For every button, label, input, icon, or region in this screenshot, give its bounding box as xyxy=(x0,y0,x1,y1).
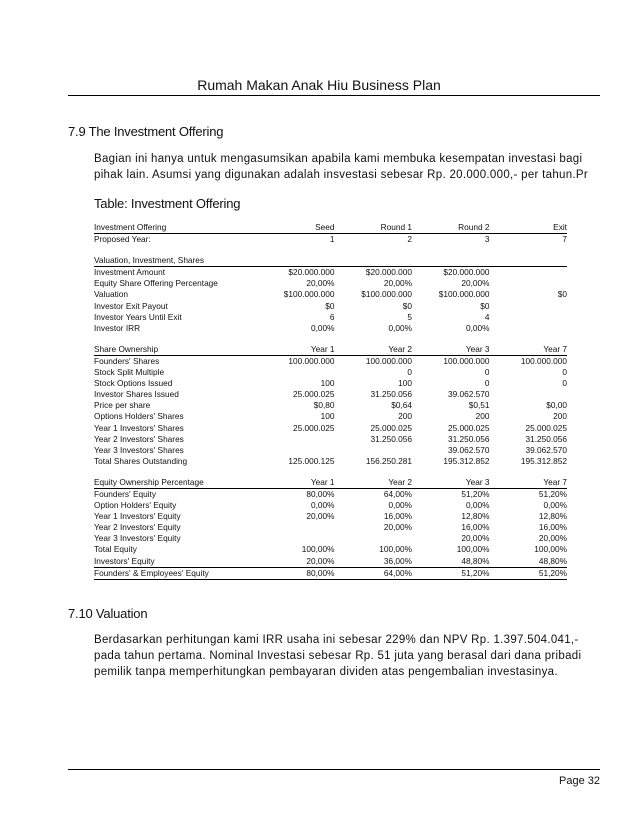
table-cell: 20,00% xyxy=(306,278,335,289)
table-cell: 156.250.281 xyxy=(365,455,412,466)
row-label: Equity Ownership Percentage xyxy=(94,477,257,489)
table-cell: 20,00% xyxy=(306,511,335,522)
table-row xyxy=(94,434,567,445)
table-cell xyxy=(490,323,568,334)
table-cell: Year 7 xyxy=(490,344,568,356)
row-label: Year 1 Investors' Equity xyxy=(94,511,181,522)
table-cell: 0,00% xyxy=(388,322,412,333)
table-cell: $100.000.000 xyxy=(438,289,490,300)
table-row xyxy=(94,567,567,579)
table-cell: 25.000.025 xyxy=(447,422,490,433)
table-cell: 0,00% xyxy=(310,500,335,511)
table-cell: 31.250.056 xyxy=(525,433,567,444)
table-cell: 100.000.000 xyxy=(443,355,490,366)
table-cell: $0 xyxy=(325,300,335,311)
table-cell: 25.000.025 xyxy=(525,422,567,433)
section-title-row xyxy=(94,255,567,267)
table-cell: 100 xyxy=(320,378,335,389)
table-title: Table: Investment Offering xyxy=(94,196,241,211)
table-cell: 20,00% xyxy=(257,556,335,568)
table-row xyxy=(94,511,567,522)
table-cell: 100,00% xyxy=(301,544,335,555)
table-cell: 0,00% xyxy=(465,322,490,333)
table-cell: $20.000.000 xyxy=(365,267,412,278)
table-row xyxy=(94,488,567,500)
table-cell: 100.000.000 xyxy=(288,355,335,366)
table-row xyxy=(94,301,567,312)
table-cell: 195.312.852 xyxy=(443,455,490,466)
table-cell: 12,80% xyxy=(461,511,490,522)
table-cell: Exit xyxy=(490,222,568,234)
table-cell: Year 2 xyxy=(335,477,413,489)
table-cell: 16,00% xyxy=(461,522,490,533)
table-cell: 20,00% xyxy=(461,278,490,289)
table-cell: $100.000.000 xyxy=(283,289,335,300)
table-row xyxy=(94,378,567,389)
table-cell: 39.062.570 xyxy=(447,444,490,455)
table-cell: 6 xyxy=(329,311,335,322)
table-cell: 100,00% xyxy=(534,544,567,555)
row-label: Stock Split Multiple xyxy=(94,367,165,378)
table-cell: 51,20% xyxy=(538,488,567,499)
table-cell: 20,00% xyxy=(461,533,490,544)
table-cell xyxy=(490,278,568,289)
table-cell: 36,00% xyxy=(335,556,413,568)
header-rule xyxy=(68,95,600,96)
table-cell: 51,20% xyxy=(412,567,490,579)
table-row xyxy=(94,289,567,300)
row-label: Options Holders' Shares xyxy=(94,411,184,422)
table-cell: 80,00% xyxy=(306,488,335,499)
table-cell: $0 xyxy=(480,300,490,311)
table-cell: 0 xyxy=(407,367,412,378)
row-label: Founders' Shares xyxy=(94,355,160,366)
table-cell: 25.000.025 xyxy=(292,389,335,400)
table-cell: 25.000.025 xyxy=(292,422,335,433)
table-cell: Year 1 xyxy=(257,477,335,489)
row-label: Investment Offering xyxy=(94,222,257,234)
table-cell: 0,00% xyxy=(388,500,412,511)
table-row xyxy=(94,400,567,411)
page-number: Page 32 xyxy=(559,775,600,787)
row-label: Year 3 Investors' Shares xyxy=(94,444,184,455)
table-cell: $20.000.000 xyxy=(288,267,335,278)
table-cell: 48,80% xyxy=(490,556,568,568)
table-cell: Seed xyxy=(257,222,335,234)
table-cell: 80,00% xyxy=(257,567,335,579)
table-cell: Year 3 xyxy=(412,477,490,489)
table-cell: 2 xyxy=(407,234,412,245)
table-cell: 12,80% xyxy=(538,511,567,522)
table-row xyxy=(94,533,567,544)
row-label: Stock Options Issued xyxy=(94,378,173,389)
table-cell: 1 xyxy=(329,234,335,245)
table-cell: 100 xyxy=(320,411,335,422)
table-cell: 125.000.125 xyxy=(288,455,335,466)
table-cell: $0 xyxy=(557,289,567,300)
table-cell: Year 7 xyxy=(490,477,568,489)
row-label: Investment Amount xyxy=(94,267,166,278)
table-cell: $0,51 xyxy=(468,400,490,411)
table-cell: 0,00% xyxy=(310,322,335,333)
table-cell: Year 1 xyxy=(257,344,335,356)
table-row xyxy=(94,278,567,289)
table-cell: $0,80 xyxy=(313,400,335,411)
table-cell xyxy=(335,533,413,544)
section-heading-investment-offering: 7.9 The Investment Offering xyxy=(68,124,224,139)
table-row xyxy=(94,500,567,511)
table-cell: 0 xyxy=(484,367,490,378)
table-cell: 195.312.852 xyxy=(520,455,567,466)
table-row xyxy=(94,544,567,555)
table-cell: Round 1 xyxy=(335,222,413,234)
table-cell: 31.250.056 xyxy=(370,389,412,400)
table-cell: 20,00% xyxy=(383,278,412,289)
document-header-title: Rumah Makan Anak Hiu Business Plan xyxy=(197,77,441,93)
footer-rule xyxy=(68,769,600,770)
table-cell xyxy=(335,445,413,456)
table-cell xyxy=(490,267,568,279)
table-cell: 16,00% xyxy=(383,511,412,522)
investment-offering-table xyxy=(94,222,567,580)
table-cell: 0 xyxy=(562,367,567,378)
row-label: Investor Years Until Exit xyxy=(94,311,182,322)
table-cell: 51,20% xyxy=(461,488,490,499)
row-label: Valuation xyxy=(94,289,128,300)
table-cell: 0,00% xyxy=(465,500,490,511)
table-cell: 5 xyxy=(407,311,412,322)
table-cell: 64,00% xyxy=(335,567,413,579)
header-row xyxy=(94,222,567,234)
table-cell: 31.250.056 xyxy=(447,433,490,444)
table-row xyxy=(94,312,567,323)
table-cell: 64,00% xyxy=(383,488,412,499)
investment-offering-paragraph: Bagian ini hanya untuk mengasumsikan apabila kami membuka kesempatan investasi bagi pihak lain. Asumsi yang digunakan adalah insvestasi sebesar Rp. 20.000.000,- per tahun.Pr xyxy=(94,153,589,181)
table-cell: Year 3 xyxy=(412,344,490,356)
table-cell: $0,00 xyxy=(546,400,567,411)
table-cell: 100 xyxy=(398,378,412,389)
table-cell: 39.062.570 xyxy=(525,444,567,455)
table-cell: 100,00% xyxy=(379,544,412,555)
table-cell xyxy=(257,445,335,456)
table-cell xyxy=(257,367,335,378)
table-cell: 0,00% xyxy=(543,500,567,511)
table-cell: 39.062.570 xyxy=(447,389,490,400)
table-cell: $0,64 xyxy=(391,400,412,411)
table-cell: Round 2 xyxy=(412,222,490,234)
table-cell: 16,00% xyxy=(538,522,567,533)
row-label: Investor Exit Payout xyxy=(94,300,168,311)
table-cell: 200 xyxy=(475,411,490,422)
table-cell: 4 xyxy=(484,311,490,322)
table-row xyxy=(94,423,567,434)
table-cell: 31.250.056 xyxy=(370,433,412,444)
table-cell: $0 xyxy=(402,300,412,311)
row-label: Investor Shares Issued xyxy=(94,389,179,400)
table-cell: 100.000.000 xyxy=(365,355,412,366)
table-cell: 51,20% xyxy=(490,567,568,579)
table-cell: 20,00% xyxy=(383,522,412,533)
table-cell xyxy=(257,522,335,533)
row-label: Year 2 Investors' Equity xyxy=(94,522,181,533)
section-heading-valuation: 7.10 Valuation xyxy=(68,606,148,621)
table-cell: 0 xyxy=(484,378,490,389)
table-cell xyxy=(257,434,335,445)
section-header-row xyxy=(94,477,567,489)
table-row xyxy=(94,411,567,422)
table-cell: 200 xyxy=(398,411,412,422)
table-row xyxy=(94,445,567,456)
table-row xyxy=(94,456,567,467)
table-row xyxy=(94,355,567,367)
table-cell: 25.000.025 xyxy=(370,422,412,433)
header-row xyxy=(94,234,567,246)
table-cell: 48,80% xyxy=(412,556,490,568)
table-cell: 100,00% xyxy=(456,544,490,555)
table-cell: 3 xyxy=(484,234,490,245)
row-label: Proposed Year: xyxy=(94,234,151,245)
table-cell xyxy=(490,312,568,323)
spacer-row xyxy=(94,334,567,344)
table-cell xyxy=(490,389,568,400)
table-row xyxy=(94,522,567,533)
table-cell: Year 2 xyxy=(335,344,413,356)
row-label: Equity Share Offering Percentage xyxy=(94,278,218,289)
row-label: Share Ownership xyxy=(94,344,257,356)
row-label: Founders' & Employees' Equity xyxy=(94,567,257,579)
row-label: Year 1 Investors' Shares xyxy=(94,422,184,433)
table-row xyxy=(94,556,567,568)
table-cell: $20.000.000 xyxy=(443,267,490,278)
table-cell: 0 xyxy=(562,378,567,389)
table-cell: 7 xyxy=(562,234,567,245)
row-label: Investors' Equity xyxy=(94,556,257,568)
table-cell: 200 xyxy=(553,411,567,422)
row-label: Year 3 Investors' Equity xyxy=(94,533,181,544)
valuation-paragraph: Berdasarkan perhitungan kami IRR usaha ini sebesar 229% dan NPV Rp. 1.397.504.041,- pada tahun pertama. Nominal Investasi sebesar Rp. 51 juta yang berasal dari dana pribadi pemilik tanpa memperhitungkan pembayaran dividen atas pengembalian investasinya. xyxy=(94,634,582,678)
section-header-row xyxy=(94,344,567,356)
table-row xyxy=(94,389,567,400)
table-cell: $100.000.000 xyxy=(361,289,412,300)
table-cell xyxy=(257,533,335,544)
table-cell: 100.000.000 xyxy=(520,355,567,366)
table-row xyxy=(94,267,567,279)
spacer-row xyxy=(94,245,567,255)
row-label: Total Shares Outstanding xyxy=(94,455,188,466)
section-title: Valuation, Investment, Shares xyxy=(94,255,567,267)
table-row xyxy=(94,367,567,378)
row-label: Price per share xyxy=(94,400,151,411)
row-label: Investor IRR xyxy=(94,322,141,333)
row-label: Year 2 Investors' Shares xyxy=(94,433,184,444)
row-label: Option Holders' Equity xyxy=(94,500,177,511)
row-label: Total Equity xyxy=(94,544,137,555)
spacer-row xyxy=(94,467,567,477)
table-row xyxy=(94,323,567,334)
table-cell xyxy=(490,301,568,312)
row-label: Founders' Equity xyxy=(94,488,156,499)
table-cell: 20,00% xyxy=(538,533,567,544)
